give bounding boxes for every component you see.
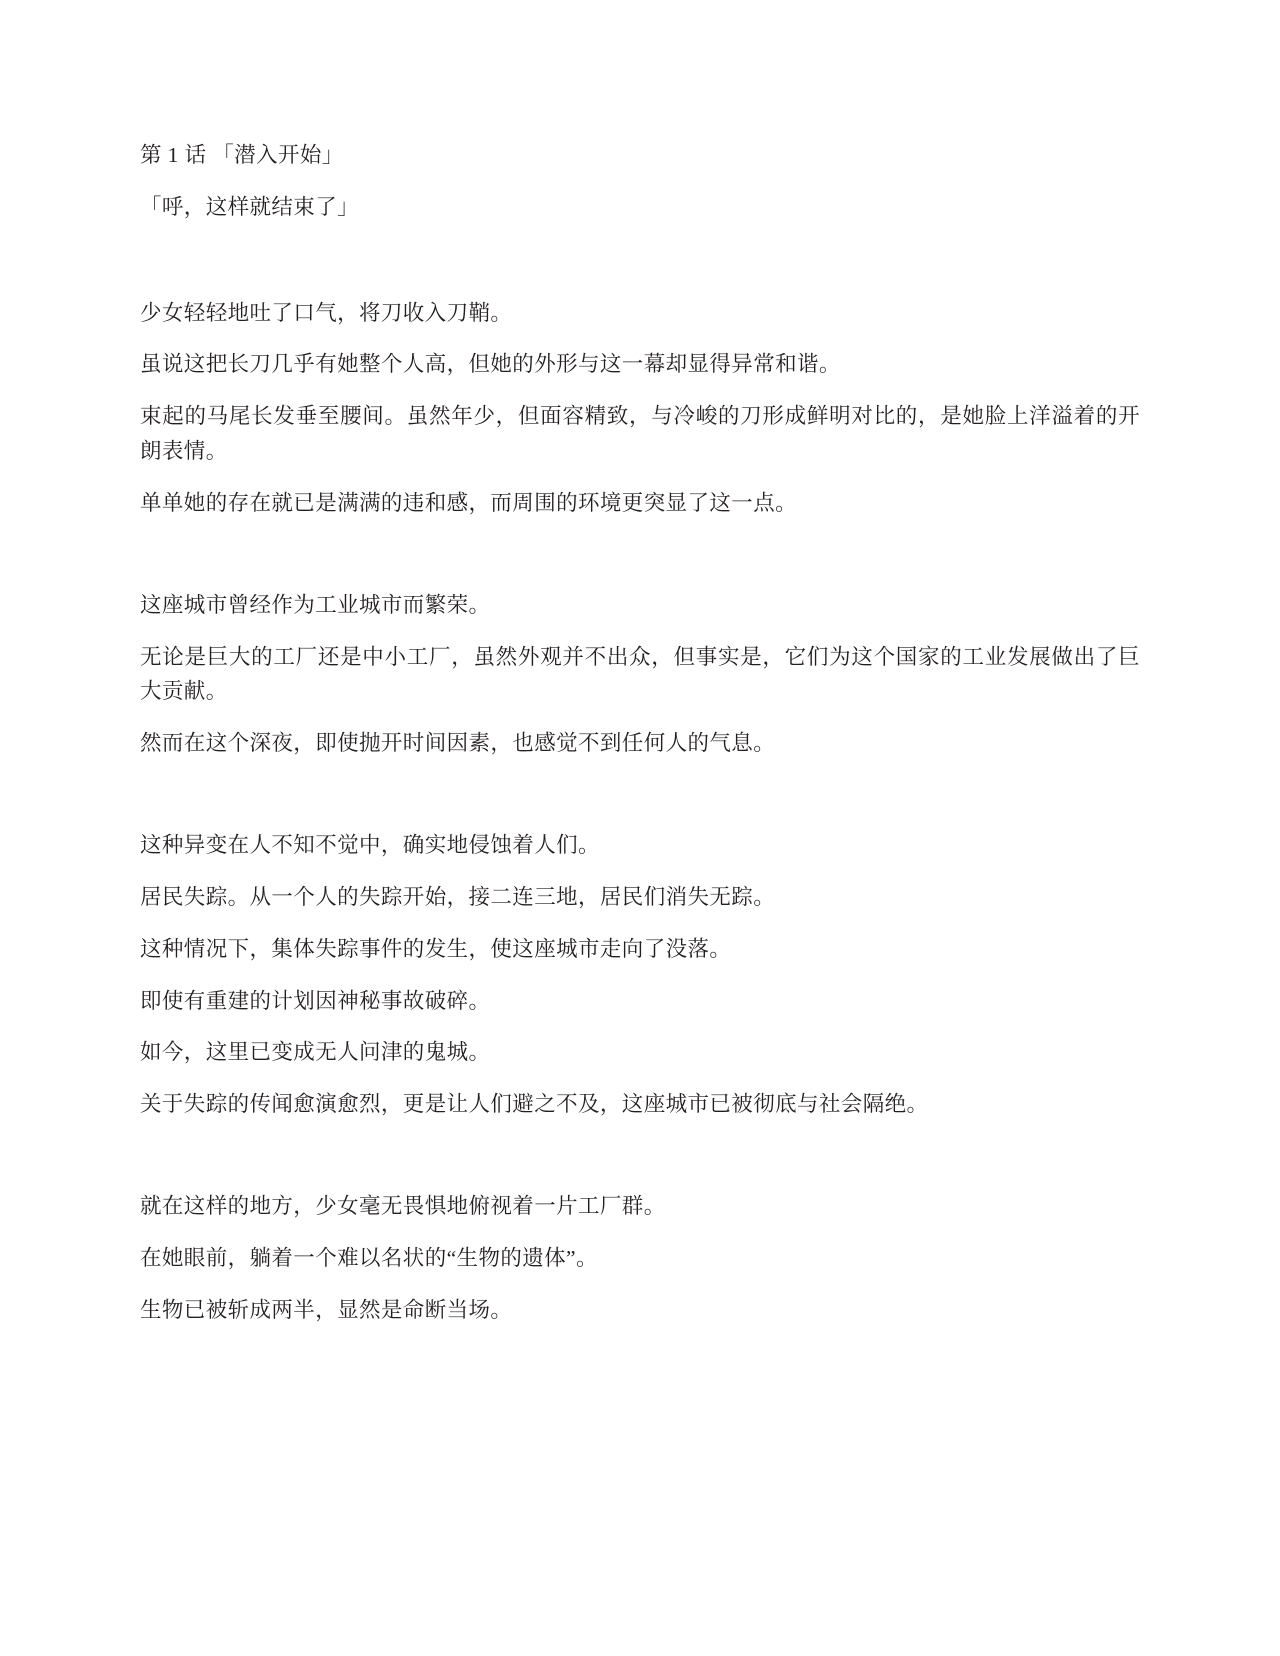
section-4 bbox=[140, 1189, 1140, 1327]
opening-quote: 「呼，这样就结束了」 bbox=[140, 194, 360, 219]
paragraph: 生物已被斩成两半，显然是命断当场。 bbox=[140, 1297, 513, 1322]
paragraph: 束起的马尾长发垂至腰间。虽然年少，但面容精致，与冷峻的刀形成鲜明对比的，是她脸上洋溢着的开朗表情。 bbox=[140, 404, 1140, 464]
section-2 bbox=[140, 588, 1140, 761]
section-1 bbox=[140, 296, 1140, 521]
section-3 bbox=[140, 828, 1140, 1122]
paragraph: 这种异变在人不知不觉中，确实地侵蚀着人们。 bbox=[140, 833, 600, 858]
paragraph: 虽说这把长刀几乎有她整个人高，但她的外形与这一幕却显得异常和谐。 bbox=[140, 352, 841, 377]
spacer-after-heading bbox=[140, 242, 1140, 296]
paragraph: 然而在这个深夜，即使抛开时间因素，也感觉不到任何人的气息。 bbox=[140, 731, 776, 756]
paragraph: 就在这样的地方，少女毫无畏惧地俯视着一片工厂群。 bbox=[140, 1194, 666, 1219]
paragraph: 这种情况下，集体失踪事件的发生，使这座城市走向了没落。 bbox=[140, 936, 732, 961]
paragraph: 如今，这里已变成无人问津的鬼城。 bbox=[140, 1040, 491, 1065]
paragraph: 无论是巨大的工厂还是中小工厂，虽然外观并不出众，但事实是，它们为这个国家的工业发展做出了巨大贡献。 bbox=[140, 644, 1140, 704]
paragraph: 在她眼前，躺着一个难以名状的“生物的遗体”。 bbox=[140, 1245, 598, 1270]
paragraph: 即使有重建的计划因神秘事故破碎。 bbox=[140, 988, 491, 1013]
section-spacer bbox=[140, 778, 1140, 828]
paragraph: 单单她的存在就已是满满的违和感，而周围的环境更突显了这一点。 bbox=[140, 490, 798, 515]
section-spacer bbox=[140, 538, 1140, 588]
paragraph: 居民失踪。从一个人的失踪开始，接二连三地，居民们消失无踪。 bbox=[140, 884, 776, 909]
chapter-title: 第 1 话 「潜入开始」 bbox=[140, 143, 344, 167]
document-body bbox=[140, 138, 1140, 1328]
paragraph: 关于失踪的传闻愈演愈烈，更是让人们避之不及，这座城市已被彻底与社会隔绝。 bbox=[140, 1092, 929, 1117]
section-spacer bbox=[140, 1139, 1140, 1189]
paragraph: 这座城市曾经作为工业城市而繁荣。 bbox=[140, 592, 491, 617]
paragraph: 少女轻轻地吐了口气，将刀收入刀鞘。 bbox=[140, 300, 513, 325]
